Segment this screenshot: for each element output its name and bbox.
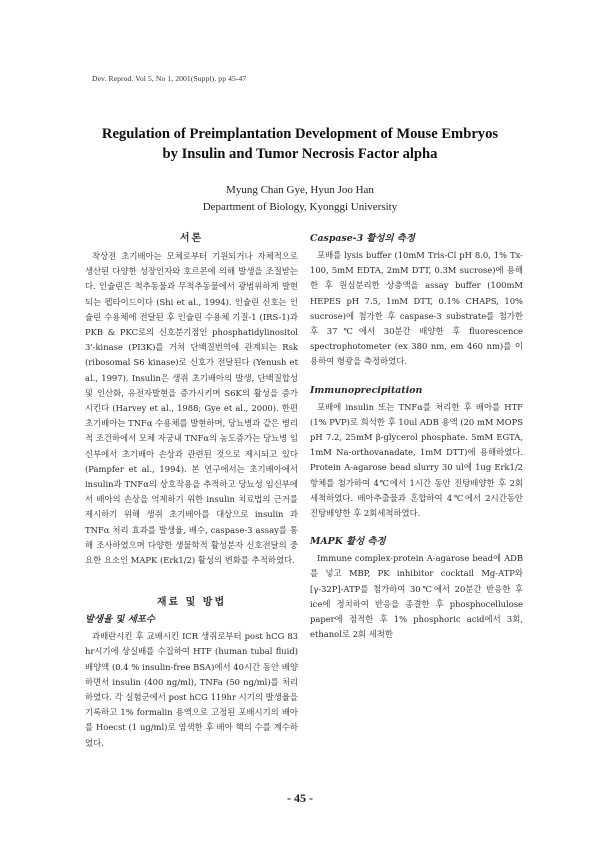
immunoprecipitation-text: 포배에 insulin 또는 TNFα를 처리한 후 배아를 HTF (1% PVP)로 희석한 후 10ul ADB 용액 (20 mM MOPS pH 7.2, 25mM β-glycerol phosphate. 5mM EGTA, 1mM Na-orthovanadate, 1mM DTT)에 용해하였다. Protein A-agarose bead slurry 30 ul에 1ug Erk1/2 항체를 첨가하여 4℃에서 1시간 동안 진탕배양한 후 2회세척하였다. 배아추출물과 혼합하여 4℃에서 2시간동안 진탕배양한 후 2회세척하였다. — [310, 401, 523, 519]
culture-subheading: 발생율 및 세포수 — [85, 614, 155, 626]
mapk-subheading: MAPK 활성 측정 — [310, 536, 386, 548]
mapk-text: Immune complex-protein A-agarose bead에 ADB를 넣고 MBP, PK inhibitor cocktail Mg-ATP와 [γ-32P]-ATP를 첨가하여 30℃에서 20분간 반응한 후 ice에 정치하여 반응을 종결한 후 phosphocellulose paper에 점적한 후 1% phosphoric acid에서 3회, ethanol로 2회 세척한 — [310, 553, 523, 640]
methods-heading: 재료 및 방법 — [156, 597, 227, 609]
author-block — [40, 182, 560, 216]
title-line-2: by Insulin and Tumor Necrosis Factor alpha — [162, 146, 438, 162]
caspase-text: 포배를 lysis buffer (10mM Tris-Cl pH 8.0, 1% Tx-100, 5mM EDTA, 2mM DTT, 0.3M sucrose)에 용해한 후 원심분리한 상층액을 assay buffer (100mM HEPES pH 7.5, 1mM DTT, 0.1% CHAPS, 10% sucrose)에 첨가한 후 caspase-3 substrate를 첨가한 후 37℃에서 30분간 배양한 후 fluorescence spectrophotometer (ex 380 nm, em 460 nm)를 이용하여 형광을 측정하였다. — [310, 250, 523, 367]
journal-citation: Dev. Reprod. Vol 5, No 1, 2001(Suppl). pp 45-47 — [92, 74, 247, 83]
title-line-1: Regulation of Preimplantation Development of Mouse Embryos — [101, 126, 499, 142]
immunoprecipitation-subheading: Immunoprecipitation — [310, 384, 423, 396]
paper-title — [40, 124, 560, 164]
author-affiliation: Department of Biology, Kyonggi University — [202, 201, 398, 213]
right-column — [310, 232, 523, 642]
left-column — [85, 232, 298, 751]
page-number: - 45 - — [287, 791, 313, 805]
introduction-text: 착상전 초기배아는 모체로부터 기원되거나 자체적으로 생산된 다양한 성장인자와 호르몬에 의해 발생을 조절받는다. 인슐린은 척추동물과 무척추동물에서 광범위하게 발현되는 펩타이드이다 (Shi et al., 1994). 인슐린 신호는 인슐린 수용체에 전달된 후 인슐린 수용체 기질-1 (IRS-1)과 PKB & PKC로의 신호분기점인 phosphatidylinositol 3'-kinase (PI3K)를 거쳐 단백질번역에 관계되는 Rsk (ribosomal S6 kinase)로 신호가 전달된다 (Yenush et al., 1997). Insulin은 생쥐 초기배아의 발생, 단백질합성 및 인산화, 유전자발현을 증가시키며 S6K의 활성을 증가시킨다 (Harvey et al., 1988; Gye et al., 2000). 한편 초기배아는 TNFα 수용체를 발현하며, 당뇨병과 같은 병리적 조건하에서 모체 자궁내 TNFα의 농도증가는 당뇨병 임신부에서 초기배아 손상과 관련된 것으로 제시되고 있다 (Pampfer et al., 1994). 본 연구에서는 초기배아에서 insulin과 TNFα의 상호작용을 추적하고 당뇨성 임신부에서 배아의 손상을 억제하기 위한 insulin 치료법의 근거를 제시하기 위해 생쥐 초기배아를 대상으로 insulin 과 TNFα 처리 효과를 발생율, 배수, caspase-3 assay를 통해 조사하였으며 다양한 생물학적 활성분자 신호전달의 중요한 요소인 MAPK (Erk1/2) 활성의 변화를 추적하였다. — [85, 251, 298, 566]
caspase-subheading: Caspase-3 활성의 측정 — [310, 233, 415, 244]
introduction-heading: 서론 — [179, 233, 204, 244]
author-names: Myung Chan Gye, Hyun Joo Han — [226, 184, 374, 196]
culture-text: 과배란시킨 후 교배시킨 ICR 생쥐로부터 post hCG 83 hr시기에 상실배를 수집하여 HTF (human tubal fluid) 배양액 (0.4 % insulin-free BSA)에서 40시간 동안 배양하면서 insulin (400 ng/ml), TNFa (50 ng/ml)를 처리하였다. 각 실험군에서 post hCG 119hr 시기의 발생율을 기록하고 1% formalin 용액으로 고정된 포배시기의 배아를 Hoecst (1 ug/ml)로 염색한 후 배아 핵의 수를 계수하였다. — [85, 631, 298, 748]
